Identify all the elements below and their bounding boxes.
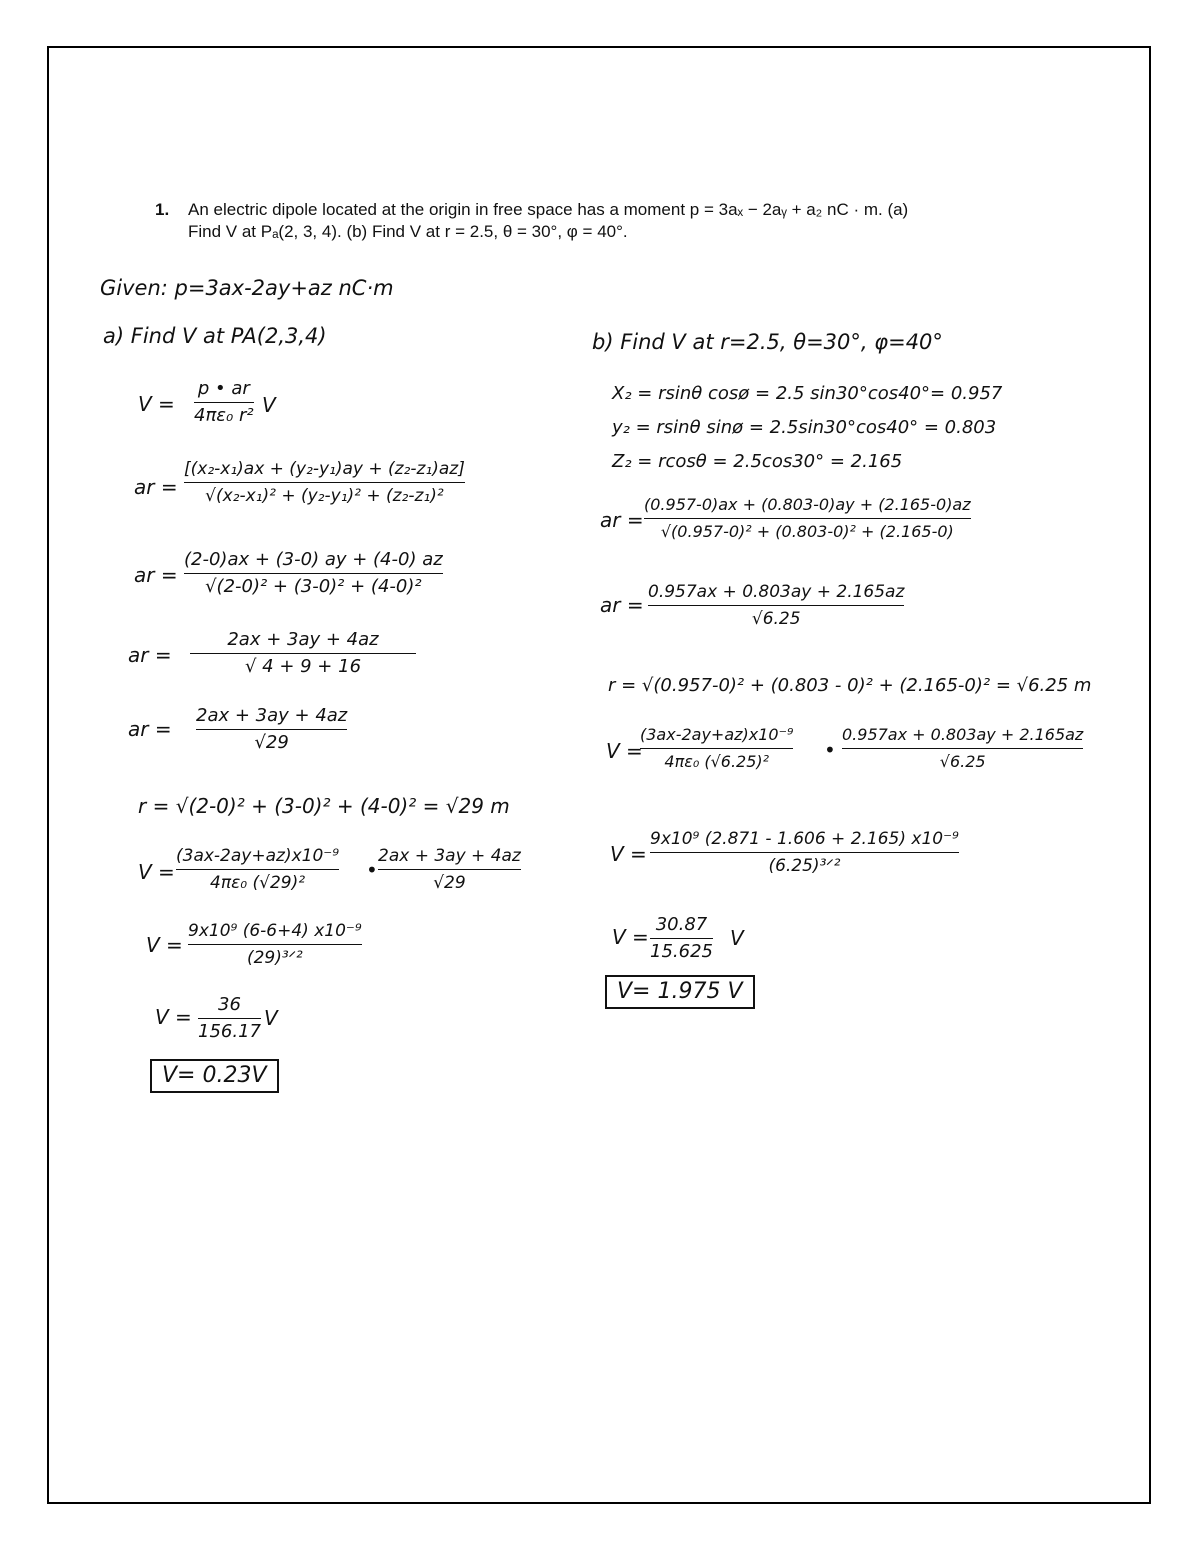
fraction-bar <box>188 944 362 945</box>
fraction-bar <box>378 869 521 870</box>
part-b-step6-fraction <box>650 914 713 963</box>
part-a-step3-denominator: √(2-0)² + (3-0)² + (4-0)² <box>205 576 422 597</box>
part-a-step4-denominator: √ 4 + 9 + 16 <box>244 656 362 677</box>
part-a-step9-fraction <box>198 994 261 1043</box>
part-a-step7-fraction-1 <box>176 845 339 894</box>
part-a-step7-lhs: V = <box>138 860 175 884</box>
part-b-step5-fraction <box>650 828 959 877</box>
part-b-step2-fraction <box>648 581 904 630</box>
part-a-step7-denominator-2: √29 <box>433 873 466 893</box>
part-a-step2-numerator: [(x₂-x₁)ax + (y₂-y₁)ay + (z₂-z₁)az] <box>184 459 465 479</box>
part-a-step1-numerator: p • ar <box>197 378 250 399</box>
part-a-step5-denominator: √29 <box>254 732 289 753</box>
fraction-bar <box>176 869 339 870</box>
part-a-step4-fraction <box>190 629 416 678</box>
part-b-step4-numerator-2: 0.957ax + 0.803ay + 2.165az <box>842 725 1084 744</box>
problem-number: 1. <box>155 200 170 219</box>
part-a-step1-fraction <box>194 378 254 427</box>
part-b-step2-denominator: √6.25 <box>751 609 801 629</box>
part-b-step1-fraction <box>644 494 971 543</box>
part-a-step2-lhs: ar = <box>134 475 178 499</box>
part-a-step1-unit: V <box>262 393 276 417</box>
part-a-step7-denominator-1: 4πε₀ (√29)² <box>210 873 306 893</box>
part-b-step5-numerator: 9x10⁹ (2.871 - 1.606 + 2.165) x10⁻⁹ <box>650 829 959 849</box>
part-b-y2-equation: y₂ = rsinθ sinø = 2.5sin30°cos40° = 0.803 <box>612 417 997 438</box>
problem-line-1: An electric dipole located at the origin in free space has a moment p = 3aₓ − 2aᵧ + a₂ nC · m. (a) <box>188 200 909 219</box>
part-a-step5-numerator: 2ax + 3ay + 4az <box>196 705 348 726</box>
part-b-step4-fraction-1 <box>640 724 793 773</box>
fraction-bar <box>842 748 1083 749</box>
part-a-step2-fraction <box>184 458 465 507</box>
part-a-step3-numerator: (2-0)ax + (3-0) ay + (4-0) az <box>184 549 443 570</box>
part-a-step9-lhs: V = <box>155 1005 192 1029</box>
fraction-bar <box>194 402 254 403</box>
part-a-step8-lhs: V = <box>146 933 183 957</box>
fraction-bar <box>184 482 465 483</box>
part-b-step6-denominator: 15.625 <box>650 941 713 962</box>
part-b-step1-denominator: √(0.957-0)² + (0.803-0)² + (2.165-0) <box>660 522 954 541</box>
part-a-step8-fraction <box>188 920 362 969</box>
part-a-step9-denominator: 156.17 <box>198 1021 261 1042</box>
part-b-step6-unit: V <box>730 926 744 950</box>
part-b-x2-equation: X₂ = rsinθ cosø = 2.5 sin30°cos40°= 0.957 <box>612 383 1003 404</box>
given-line: Given: p=3ax-2ay+az nC·m <box>100 276 394 300</box>
part-b-step4-lhs: V = <box>606 739 643 763</box>
part-b-step5-lhs: V = <box>610 842 647 866</box>
part-a-step5-fraction <box>196 705 347 754</box>
fraction-bar <box>650 938 713 939</box>
part-a-step8-numerator: 9x10⁹ (6-6+4) x10⁻⁹ <box>188 921 362 941</box>
part-b-step6-numerator: 30.87 <box>655 914 708 935</box>
part-a-step5-lhs: ar = <box>128 717 172 741</box>
part-a-step8-denominator: (29)³ᐟ² <box>246 948 303 968</box>
part-b-step2-lhs: ar = <box>600 593 644 617</box>
part-a-step7-fraction-2 <box>378 845 521 894</box>
part-a-r-equation: r = √(2-0)² + (3-0)² + (4-0)² = √29 m <box>138 794 510 818</box>
part-b-step4-numerator-1: (3ax-2ay+az)x10⁻⁹ <box>640 725 794 744</box>
part-a-answer-box: V= 0.23V <box>150 1059 279 1093</box>
part-b-z2-equation: Z₂ = rcosθ = 2.5cos30° = 2.165 <box>612 451 903 472</box>
part-a-heading: a) Find V at PA(2,3,4) <box>103 324 327 348</box>
fraction-bar <box>184 573 443 574</box>
fraction-bar <box>640 748 793 749</box>
part-a-step4-numerator: 2ax + 3ay + 4az <box>227 629 379 650</box>
part-b-step4-dot: • <box>824 738 836 762</box>
part-a-step1-denominator: 4πε₀ r² <box>194 405 254 426</box>
part-a-step3-fraction <box>184 549 443 598</box>
part-b-step4-denominator-2: √6.25 <box>939 752 986 771</box>
part-a-step7-numerator-2: 2ax + 3ay + 4az <box>378 846 521 866</box>
part-b-step6-lhs: V = <box>612 925 649 949</box>
page-border <box>47 46 1151 1504</box>
part-a-step4-lhs: ar = <box>128 643 172 667</box>
fraction-bar <box>644 518 971 519</box>
part-a-step7-numerator-1: (3ax-2ay+az)x10⁻⁹ <box>176 846 340 866</box>
part-b-step4-denominator-1: 4πε₀ (√6.25)² <box>664 752 770 771</box>
part-a-step3-lhs: ar = <box>134 563 178 587</box>
part-b-step1-numerator: (0.957-0)ax + (0.803-0)ay + (2.165-0)az <box>644 495 971 514</box>
part-a-step9-unit: V <box>264 1006 278 1030</box>
part-a-step9-numerator: 36 <box>218 994 241 1015</box>
fraction-bar <box>648 605 904 606</box>
part-a-step2-denominator: √(x₂-x₁)² + (y₂-y₁)² + (z₂-z₁)² <box>205 486 444 506</box>
problem-line-2: Find V at Pₐ(2, 3, 4). (b) Find V at r = 2.5, θ = 30°, φ = 40°. <box>188 222 628 241</box>
part-b-heading: b) Find V at r=2.5, θ=30°, φ=40° <box>592 330 943 354</box>
part-b-step4-fraction-2 <box>842 724 1083 773</box>
part-b-step5-denominator: (6.25)³ᐟ² <box>768 856 841 876</box>
part-a-step1-lhs: V = <box>138 392 175 416</box>
part-b-step1-lhs: ar = <box>600 508 644 532</box>
part-b-step2-numerator: 0.957ax + 0.803ay + 2.165az <box>648 582 905 602</box>
fraction-bar <box>196 729 347 730</box>
part-a-step7-dot: • <box>366 858 378 882</box>
part-b-r-equation: r = √(0.957-0)² + (0.803 - 0)² + (2.165-0)² = √6.25 m <box>608 675 1092 696</box>
fraction-bar <box>198 1018 261 1019</box>
fraction-bar <box>190 653 416 654</box>
part-b-answer-box: V= 1.975 V <box>605 975 755 1009</box>
fraction-bar <box>650 852 959 853</box>
